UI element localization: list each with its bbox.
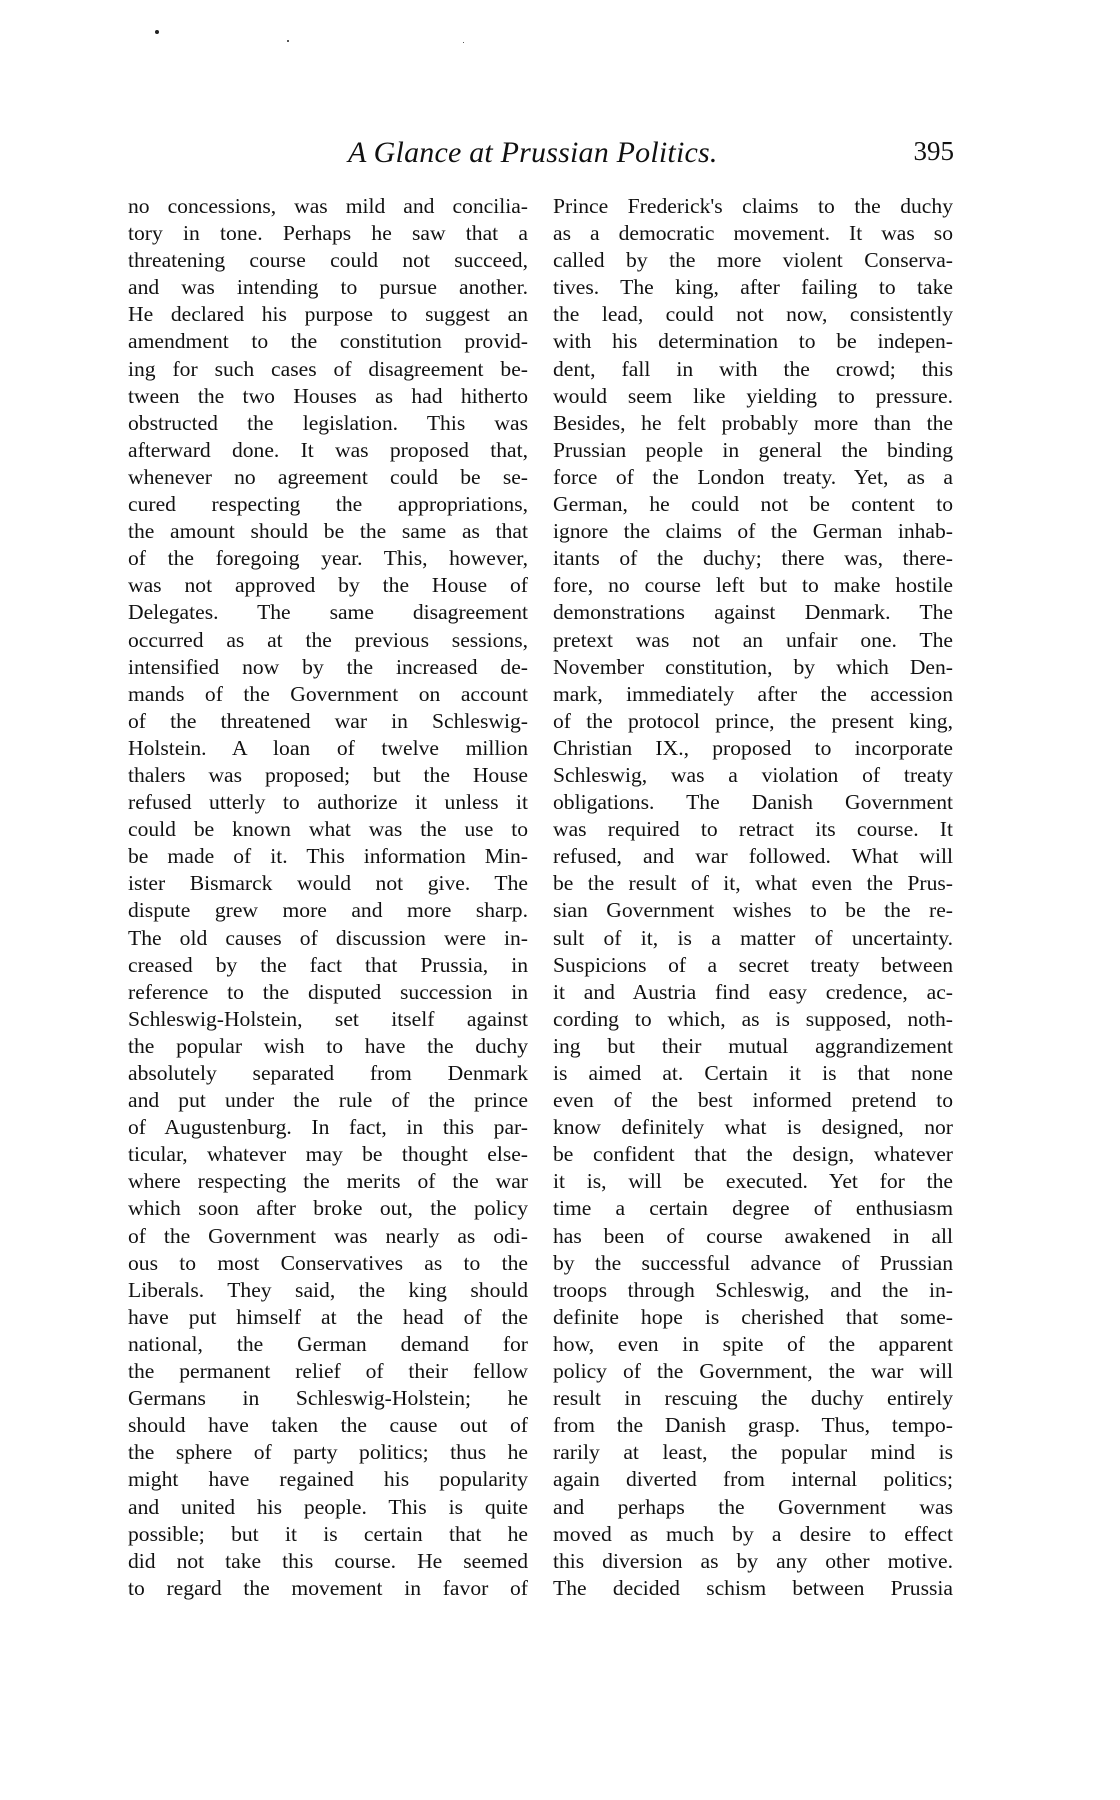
text-line: have put himself at the head of the — [128, 1304, 528, 1329]
text-line: how, even in spite of the apparent — [553, 1331, 953, 1356]
text-line: November constitution, by which Den- — [553, 654, 953, 679]
text-line: obligations. The Danish Government — [553, 790, 953, 815]
text-line: of the protocol prince, the present king, — [553, 708, 953, 733]
text-line: is aimed at. Certain it is that none — [553, 1061, 953, 1085]
text-line: tives. The king, after failing to take — [553, 275, 953, 300]
text-line: Liberals. They said, the king should — [128, 1277, 528, 1302]
text-line: this diversion as by any other motive. — [553, 1548, 953, 1573]
text-line: policy of the Government, the war will — [553, 1359, 953, 1384]
text-line: should have taken the cause out of — [128, 1413, 528, 1438]
text-line: the permanent relief of their fellow — [128, 1359, 528, 1384]
text-line: Holstein. A loan of twelve million — [128, 735, 528, 760]
text-line: Schleswig-Holstein, set itself against — [128, 1006, 528, 1031]
text-line: be the result of it, what even the Prus- — [553, 871, 953, 896]
text-line: be confident that the design, whatever — [553, 1142, 953, 1167]
text-line: and perhaps the Government was — [553, 1494, 953, 1519]
text-line: Prussian people in general the binding — [553, 437, 953, 462]
page-header — [128, 136, 954, 172]
text-line: Besides, he felt probably more than the — [553, 410, 953, 435]
text-line: demonstrations against Denmark. The — [553, 600, 953, 625]
running-title: A Glance at Prussian Politics. — [348, 136, 718, 169]
text-line: of the foregoing year. This, however, — [128, 546, 528, 571]
text-line: from the Danish grasp. Thus, tempo- — [553, 1413, 953, 1438]
text-line: tory in tone. Perhaps he saw that a — [128, 221, 528, 246]
text-line: cured respecting the appropriations, — [128, 492, 528, 517]
text-line: which soon after broke out, the policy — [128, 1196, 528, 1221]
text-line: sian Government wishes to be the re- — [553, 898, 953, 923]
scan-speck — [155, 30, 159, 34]
text-line: ing but their mutual aggrandizement — [553, 1033, 953, 1058]
text-line: itants of the duchy; there was, there- — [553, 546, 953, 571]
scan-speck — [287, 40, 289, 42]
text-line: and was intending to pursue another. — [128, 275, 528, 300]
text-line: by the successful advance of Prussian — [553, 1250, 953, 1275]
text-line: Christian IX., proposed to incorporate — [553, 735, 953, 760]
text-line: The decided schism between Prussia — [553, 1575, 953, 1600]
scan-speck — [463, 42, 464, 43]
text-line: reference to the disputed succession in — [128, 979, 528, 1004]
text-line: no concessions, was mild and concilia- — [128, 194, 528, 218]
text-line: dispute grew more and more sharp. — [128, 898, 528, 923]
text-line: thalers was proposed; but the House — [128, 762, 528, 787]
text-line: mands of the Government on account — [128, 681, 528, 706]
text-line: called by the more violent Conserva- — [553, 248, 953, 273]
text-line: Germans in Schleswig-Holstein; he — [128, 1386, 528, 1411]
text-line: could be known what was the use to — [128, 817, 528, 842]
text-line: absolutely separated from Denmark — [128, 1061, 528, 1085]
text-line: mark, immediately after the accession — [553, 681, 953, 706]
text-line: it and Austria find easy credence, ac- — [553, 979, 953, 1004]
text-line: would seem like yielding to pressure. — [553, 383, 953, 408]
text-line: He declared his purpose to suggest an — [128, 302, 528, 327]
text-line: and put under the rule of the prince — [128, 1088, 528, 1113]
text-line: intensified now by the increased de- — [128, 654, 528, 679]
text-line: Prince Frederick's claims to the duchy — [553, 194, 953, 218]
text-line: ticular, whatever may be thought else- — [128, 1142, 528, 1167]
text-line: ous to most Conservatives as to the — [128, 1250, 528, 1275]
text-line: was not approved by the House of — [128, 573, 528, 598]
text-line: again diverted from internal politics; — [553, 1467, 953, 1492]
text-line: of the Government was nearly as odi- — [128, 1223, 528, 1248]
text-line: result in rescuing the duchy entirely — [553, 1386, 953, 1411]
text-line: the sphere of party politics; thus he — [128, 1440, 528, 1465]
text-line: threatening course could not succeed, — [128, 248, 528, 273]
text-line: was required to retract its course. It — [553, 817, 953, 842]
text-line: troops through Schleswig, and the in- — [553, 1277, 953, 1302]
text-line: national, the German demand for — [128, 1331, 528, 1356]
text-line: moved as much by a desire to effect — [553, 1521, 953, 1546]
text-line: to regard the movement in favor of — [128, 1575, 528, 1600]
text-line: German, he could not be content to — [553, 492, 953, 517]
text-line: be made of it. This information Min- — [128, 844, 528, 869]
text-line: refused utterly to authorize it unless it — [128, 790, 528, 815]
text-line: Delegates. The same disagreement — [128, 600, 528, 625]
text-line: has been of course awakened in all — [553, 1223, 953, 1248]
text-line: Suspicions of a secret treaty between — [553, 952, 953, 977]
text-line: occurred as at the previous sessions, — [128, 627, 528, 652]
text-line: of the threatened war in Schleswig- — [128, 708, 528, 733]
text-line: rarily at least, the popular mind is — [553, 1440, 953, 1465]
text-line: as a democratic movement. It was so — [553, 221, 953, 246]
text-line: pretext was not an unfair one. The — [553, 627, 953, 652]
text-column-right — [553, 193, 953, 1602]
text-line: whenever no agreement could be se- — [128, 464, 528, 489]
text-line: know definitely what is designed, nor — [553, 1115, 953, 1140]
text-line: might have regained his popularity — [128, 1467, 528, 1492]
text-line: even of the best informed pretend to — [553, 1088, 953, 1113]
text-line: with his determination to be indepen- — [553, 329, 953, 354]
text-line: amendment to the constitution provid- — [128, 329, 528, 354]
text-line: possible; but it is certain that he — [128, 1521, 528, 1546]
text-line: creased by the fact that Prussia, in — [128, 952, 528, 977]
text-line: fore, no course left but to make hostile — [553, 573, 953, 598]
text-line: refused, and war followed. What will — [553, 844, 953, 869]
text-column-left — [128, 193, 528, 1602]
text-line: ister Bismarck would not give. The — [128, 871, 528, 896]
text-line: definite hope is cherished that some- — [553, 1304, 953, 1329]
text-line: it is, will be executed. Yet for the — [553, 1169, 953, 1194]
text-line: of Augustenburg. In fact, in this par- — [128, 1115, 528, 1140]
page-number: 395 — [913, 136, 954, 166]
text-line: time a certain degree of enthusiasm — [553, 1196, 953, 1221]
text-line: dent, fall in with the crowd; this — [553, 356, 953, 381]
text-line: ing for such cases of disagreement be- — [128, 356, 528, 381]
text-line: the lead, could not now, consistently — [553, 302, 953, 327]
text-line: The old causes of discussion were in- — [128, 925, 528, 950]
text-line: sult of it, is a matter of uncertainty. — [553, 925, 953, 950]
text-line: obstructed the legislation. This was — [128, 410, 528, 435]
text-line: did not take this course. He seemed — [128, 1548, 528, 1573]
text-line: force of the London treaty. Yet, as a — [553, 464, 953, 489]
text-line: and united his people. This is quite — [128, 1494, 528, 1519]
text-line: the amount should be the same as that — [128, 519, 528, 544]
text-line: cording to which, as is supposed, noth- — [553, 1006, 953, 1031]
text-line: tween the two Houses as had hitherto — [128, 383, 528, 408]
text-line: the popular wish to have the duchy — [128, 1033, 528, 1058]
text-line: afterward done. It was proposed that, — [128, 437, 528, 462]
text-line: Schleswig, was a violation of treaty — [553, 762, 953, 787]
text-line: ignore the claims of the German inhab- — [553, 519, 953, 544]
text-line: where respecting the merits of the war — [128, 1169, 528, 1194]
